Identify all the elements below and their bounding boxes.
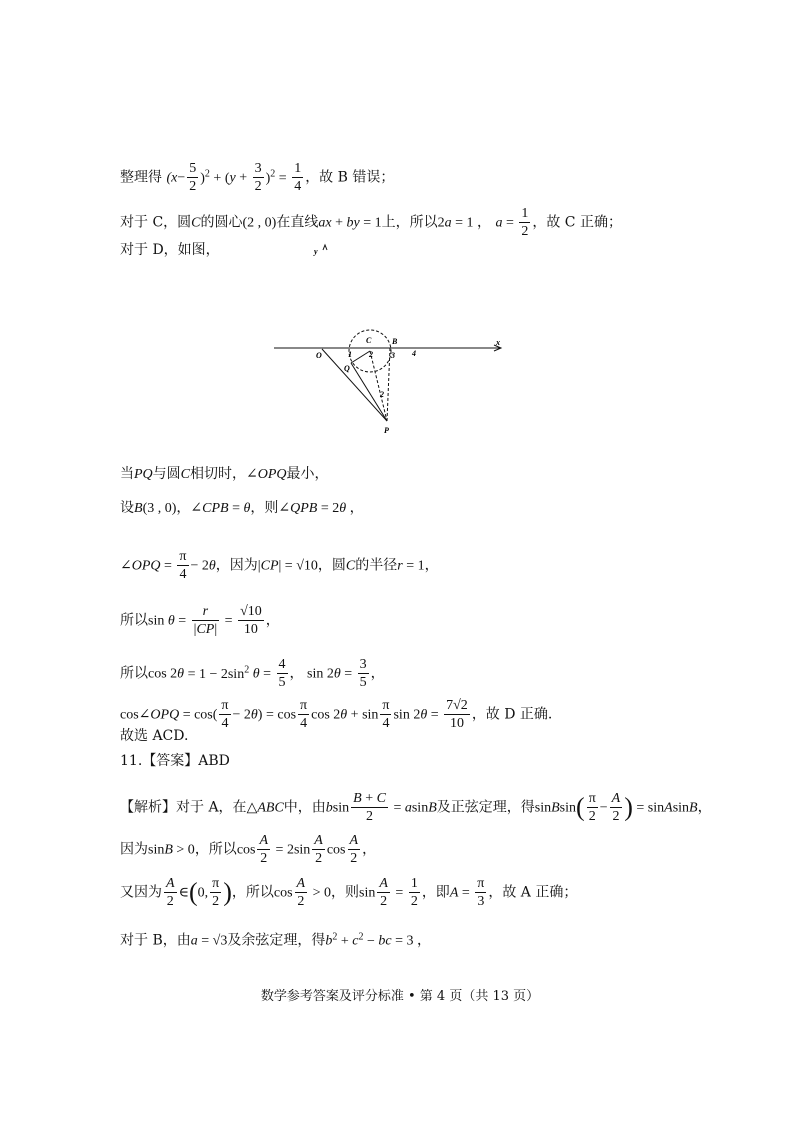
line-analysis: 【解析】对于 A，在△ABC中，由bsin $\frac{B + C}{2}$ = asinB及正弦定理，得sinBsin( $\frac{\pi}{2}$ − $\frac{A}{2}$ ) = sinAsinB， — [120, 791, 712, 824]
line-since-sinb: 因为sinB > 0，所以cos $\frac{A}{2}$ = 2sin $\frac{A}{2}$ cos $\frac{A}{2}$ ， — [120, 833, 377, 866]
label-p: P — [384, 426, 389, 435]
line-bp — [387, 348, 390, 421]
line-choose: 故选 ACD. — [120, 728, 189, 744]
line-option-b: 对于 B，由a = √3及余弦定理，得$b^2 + c^2$ − bc = 3 ， — [120, 931, 431, 949]
line-cp — [370, 351, 387, 421]
line-sin-theta: 所以sin θ = $\frac{r}{|CP|}$ = $\frac{√10}{10}$ ， — [120, 604, 280, 637]
line-angle-opq: ∠OPQ = $\frac{\pi}{4}$ − 2θ，因为|CP| = √10，圆C的半径r = 1， — [120, 549, 439, 582]
line-option-c: 对于 C，圆C的圆心(2 , 0)在直线ax + by = 1上，所以2a = 1 ， a = $\frac{1}{2}$ ，故 C 正确； — [120, 206, 622, 239]
radius-cq — [351, 351, 370, 363]
line-tangent: 当PQ与圆C相切时，∠OPQ最小， — [120, 466, 329, 482]
line-cos-opq: cos∠OPQ = cos( $\frac{\pi}{4}$ − 2θ) = cos $\frac{\pi}{4}$ cos 2θ + sin $\frac{\pi}{4}$ sin 2θ = $\frac{7√2}{10}$ ，故 D 正确. — [120, 698, 553, 731]
line-op — [322, 349, 387, 421]
tick-4: 4 — [412, 349, 416, 358]
label-x: x — [496, 338, 500, 347]
label-c: C — [366, 336, 372, 345]
line-set-b: 设B(3 , 0)，∠CPB = θ，则∠QPB = 2θ ， — [120, 500, 364, 516]
tick-2: 2 — [369, 350, 373, 359]
line-circle-equation: 整理得 (x− $\frac{5}{2}$ )$^2$ + (y + $\frac{3}{2}$ )$^2$ = $\frac{1}{4}$ ，故 B 错误； — [120, 161, 395, 194]
label-y: y — [314, 247, 318, 256]
line-angle-a: 又因为 $\frac{A}{2}$ ∈(0, $\frac{\pi}{2}$ )，所以cos $\frac{A}{2}$ > 0，则sin $\frac{A}{2}$ = $\frac{1}{2}$ ，即A = $\frac{\pi}{3}$ ，故 A 正确； — [120, 876, 578, 909]
label-q: Q — [344, 364, 350, 373]
label-y-2: 2 — [380, 390, 384, 399]
page-footer: 数学参考答案及评分标准 • 第 4 页（共 13 页） — [260, 989, 540, 1004]
tick-3: 3 — [391, 351, 395, 360]
geometry-diagram — [270, 247, 520, 529]
label-o: O — [316, 351, 322, 360]
label-b: B — [392, 337, 398, 346]
tick-1: 1 — [348, 350, 352, 359]
line-cos-2theta: 所以$\cos 2\theta = 1 - 2\sin^2$ θ = $\frac{4}{5}$ ， sin 2θ = $\frac{3}{5}$ ， — [120, 657, 385, 690]
y-axis-arrow — [323, 245, 327, 250]
line-option-d: 对于 D，如图， — [120, 242, 220, 258]
line-answer-11: 11.【答案】ABD — [120, 753, 230, 769]
